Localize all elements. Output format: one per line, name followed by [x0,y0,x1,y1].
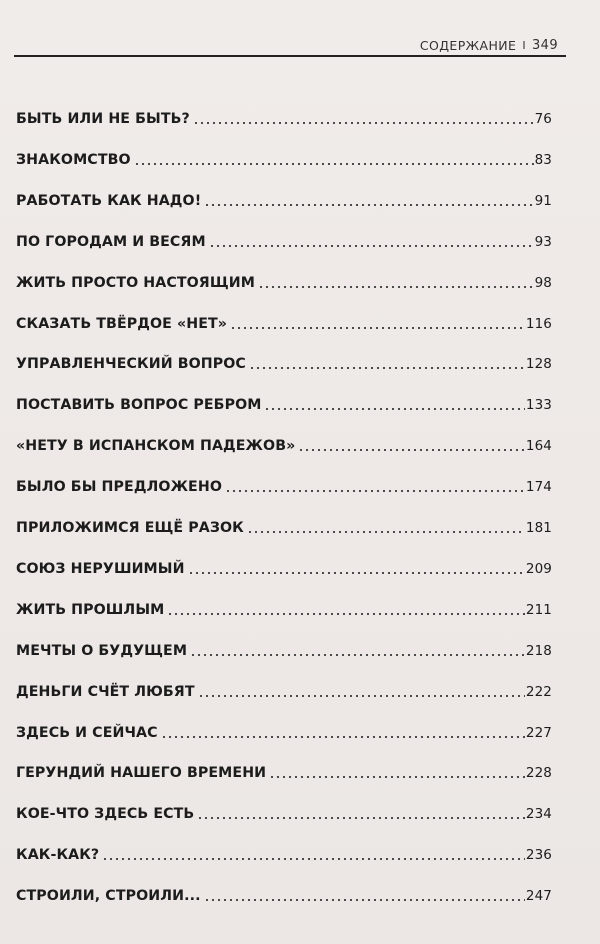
toc-entry [16,476,552,498]
dot-leader [204,204,533,206]
section-title: СОДЕРЖАНИЕ [419,38,517,53]
dot-leader [209,245,534,247]
toc-entry-page: 181 [525,520,552,536]
toc-entry-title: ГЕРУНДИЙ НАШЕГО ВРЕМЕНИ [16,765,267,782]
dot-leader [198,695,525,697]
dot-leader [258,286,534,288]
dot-leader [167,613,525,615]
toc-entry-title: СОЮЗ НЕРУШИМЫЙ [16,560,185,577]
toc-entry-page: 174 [525,479,552,496]
toc-entry-title: ЖИТЬ ПРОШЛЫМ [16,601,165,618]
toc-entry-title: СТРОИЛИ, СТРОИЛИ... [16,888,201,905]
page-number: 349 [531,38,558,53]
toc-entry-page: 236 [525,847,552,864]
toc-entry-title: БЫЛО БЫ ПРЕДЛОЖЕНО [16,479,222,496]
toc-entry-page: 164 [525,438,552,455]
dot-leader [230,327,525,329]
toc-entry-page: 234 [525,806,552,823]
header-rule [14,55,566,57]
header-separator: I [522,39,526,52]
toc-entry-title: БЫТЬ ИЛИ НЕ БЫТЬ? [16,111,190,127]
dot-leader [188,572,525,574]
toc-entry [16,803,552,825]
toc-entry-title: КАК-КАК? [16,847,100,864]
dot-leader [134,163,534,165]
toc-entry [16,681,552,703]
toc-entry-page: 91 [534,192,552,209]
toc-entry-page: 218 [525,642,552,659]
toc-entry-page: 133 [525,397,552,414]
toc-entry [16,394,552,416]
toc-entry-page: 76 [534,111,552,127]
toc-entry [16,885,552,907]
toc-entry-title: ПО ГОРОДАМ И ВЕСЯМ [16,233,206,250]
toc-entry [16,722,552,744]
toc-entry-title: ЖИТЬ ПРОСТО НАСТОЯЩИМ [16,274,255,291]
dot-leader [269,776,525,778]
toc-entry [16,108,552,130]
toc-entry-page: 83 [534,151,552,168]
dot-leader [298,449,525,451]
toc-entry [16,517,552,539]
toc-entry-page: 209 [525,560,552,577]
toc-entry [16,599,552,621]
toc-entry [16,762,552,784]
toc-entry-title: МЕЧТЫ О БУДУЩЕМ [16,642,188,659]
toc-entry-title: ЗНАКОМСТВО [16,151,131,168]
dot-leader [249,367,525,369]
toc-entry-page: 211 [525,601,552,618]
dot-leader [247,531,525,533]
dot-leader [197,817,525,819]
dot-leader [102,858,525,860]
toc-entry-title: ЗДЕСЬ И СЕЙЧАС [16,724,158,741]
toc-entry-title: УПРАВЛЕНЧЕСКИЙ ВОПРОС [16,356,246,373]
toc-entry [16,640,552,662]
dot-leader [204,899,525,901]
toc-entry-page: 247 [525,888,552,905]
dot-leader [193,122,534,124]
toc-entry-title: ПОСТАВИТЬ ВОПРОС РЕБРОМ [16,397,262,414]
dot-leader [161,736,525,738]
toc-entry-page: 222 [525,683,552,700]
toc-entry [16,149,552,171]
dot-leader [225,490,525,492]
toc-entry-title: ПРИЛОЖИМСЯ ЕЩЁ РАЗОК [16,520,244,536]
running-head [420,38,558,53]
toc-entry [16,190,552,212]
toc-entry [16,313,552,335]
toc-entry-page: 116 [525,315,552,332]
toc-entry [16,558,552,580]
toc-entry [16,353,552,375]
toc-entry-page: 93 [534,233,552,250]
toc-entry-page: 228 [525,765,552,782]
toc-entry [16,272,552,294]
toc-entry [16,435,552,457]
toc-entry-title: СКАЗАТЬ ТВЁРДОЕ «НЕТ» [16,315,228,332]
toc-entry [16,844,552,866]
dot-leader [190,654,525,656]
toc-entry-title: КОЕ-ЧТО ЗДЕСЬ ЕСТЬ [16,806,195,823]
toc-entry-page: 128 [525,356,552,373]
dot-leader [264,408,524,410]
toc-entry [16,231,552,253]
toc-entry-title: «НЕТУ В ИСПАНСКОМ ПАДЕЖОВ» [16,438,296,455]
toc-entry-title: ДЕНЬГИ СЧЁТ ЛЮБЯТ [16,683,195,700]
toc-entry-page: 98 [534,274,552,291]
toc-entry-title: РАБОТАТЬ КАК НАДО! [16,192,202,209]
toc-entry-page: 227 [525,724,552,741]
